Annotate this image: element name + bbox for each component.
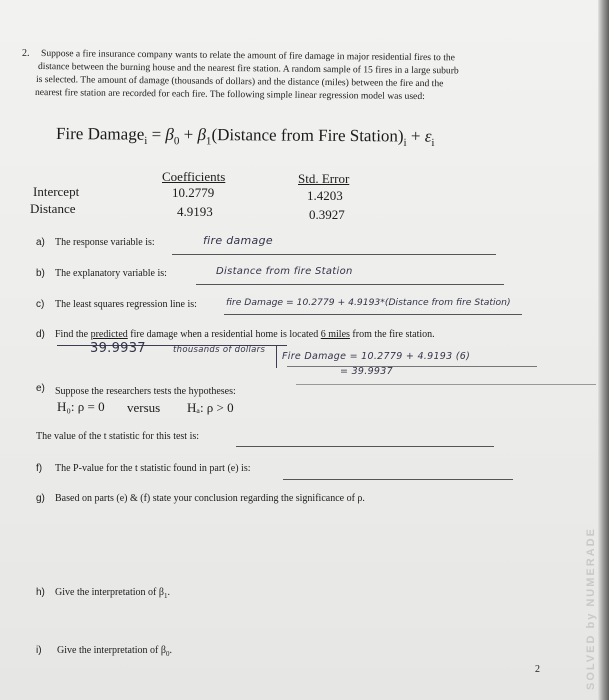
model-eps-sub-i: i xyxy=(431,137,435,150)
model-sub0: 0 xyxy=(173,135,180,148)
part-a-answer-line xyxy=(172,254,496,255)
problem-line-3: is selected. The amount of damage (thousands of dollars) and the distance (miles) between the fire and the xyxy=(35,74,444,90)
part-i-tail: . xyxy=(169,645,172,656)
problem-line-1: Suppose a fire insurance company wants to relate the amount of fire damage in major residential fires to the xyxy=(40,48,456,64)
part-a-letter: a) xyxy=(36,237,45,248)
t-stat-answer-line xyxy=(236,446,494,447)
part-g-letter: g) xyxy=(36,493,45,504)
model-sub-i: i xyxy=(144,135,148,148)
part-i-question xyxy=(57,645,172,658)
model-beta0: β xyxy=(165,124,174,144)
part-d-work-line-2: = 39.9937 xyxy=(340,366,393,377)
part-i-sub: 0 xyxy=(165,650,170,658)
model-beta1: β xyxy=(197,124,207,145)
part-d-text-miles: 6 miles xyxy=(320,329,350,340)
regression-model-equation: Fire Damage$_i$ = $\beta_0$ + $\beta_1(Distance$ from Fire $Station)_i + \varepsilon_i$ xyxy=(55,124,435,150)
part-c-answer: fire Damage = 10.2779 + 4.9193*(Distance from fire Station) xyxy=(226,297,511,308)
model-lhs: Fire Damage xyxy=(55,124,145,144)
model-sub1: 1 xyxy=(205,135,212,148)
part-h-question xyxy=(55,587,170,600)
problem-number: 2. xyxy=(22,48,30,59)
part-d-work-divider xyxy=(276,346,277,368)
part-i-letter: i) xyxy=(36,645,42,656)
page-edge-shadow xyxy=(598,0,609,700)
distance-std-error: 0.3927 xyxy=(309,207,345,222)
model-epsilon: ε xyxy=(424,126,432,146)
t-stat-question: The value of the t statistic for this test is: xyxy=(36,431,200,442)
part-d-text-3: fire damage when a residential home is located xyxy=(127,329,321,340)
watermark: SOLVED by NUMERADE xyxy=(585,527,597,690)
versus-label: versus xyxy=(127,400,161,415)
part-h-text: Give the interpretation of β xyxy=(55,587,164,598)
part-c-answer-line xyxy=(224,314,522,315)
part-e-question: Suppose the researchers tests the hypotheses: xyxy=(55,386,236,397)
part-f-question: The P-value for the t statistic found in part (e) is: xyxy=(55,463,251,474)
part-g-question: Based on parts (e) & (f) state your conclusion regarding the significance of ρ. xyxy=(55,493,365,504)
row-label-distance: Distance xyxy=(30,201,76,216)
part-d-answer-value: 39.9937 xyxy=(90,341,146,356)
part-c-question: The least squares regression line is: xyxy=(55,299,197,310)
part-d-text-5: from the fire station. xyxy=(349,329,435,340)
part-d-letter: d) xyxy=(36,329,45,340)
row-label-intercept: Intercept xyxy=(33,184,80,199)
part-b-answer: Distance from fire Station xyxy=(216,266,353,277)
part-d-text-1: Find the xyxy=(55,329,89,340)
part-d-answer-line xyxy=(287,366,537,367)
part-f-letter: f) xyxy=(36,463,43,474)
page-number: 2 xyxy=(535,664,540,675)
part-a-answer: fire damage xyxy=(203,234,273,247)
problem-line-4: nearest fire station are recorded for each fire. The following simple linear regression model was used: xyxy=(34,87,425,103)
intercept-coefficient: 10.2779 xyxy=(172,185,215,200)
alternative-hypothesis: Hₐ: ρ > 0 xyxy=(187,400,234,415)
part-h-letter: h) xyxy=(36,587,45,598)
part-a-question: The response variable is: xyxy=(55,237,155,248)
part-c-letter: c) xyxy=(36,299,45,310)
table-header-std-error: Std. Error xyxy=(298,171,350,186)
part-i-text: Give the interpretation of β xyxy=(57,645,166,656)
part-d-answer-units: thousands of dollars xyxy=(173,345,266,355)
part-d-work-line-1: Fire Damage = 10.2779 + 4.9193 (6) xyxy=(282,351,471,362)
table-header-coefficients: Coefficients xyxy=(162,169,226,184)
intercept-std-error: 1.4203 xyxy=(307,188,343,203)
part-b-letter: b) xyxy=(36,268,45,279)
distance-coefficient: 4.9193 xyxy=(177,204,213,219)
null-hypothesis: H₀: ρ = 0 xyxy=(57,399,105,414)
part-h-tail: . xyxy=(167,587,170,598)
model-term: (Distance from Fire Station) xyxy=(211,125,404,146)
part-b-answer-line xyxy=(196,284,504,285)
part-h-sub: 1 xyxy=(163,592,168,600)
part-d-text-predicted: predicted xyxy=(90,329,128,340)
part-d-question xyxy=(55,329,435,340)
part-e-faint-line xyxy=(296,384,596,385)
part-e-letter: e) xyxy=(36,383,45,394)
part-b-question: The explanatory variable is: xyxy=(55,268,167,279)
problem-line-2: distance between the burning house and the nearest fire station. A random sample of 15 fires in a large suburb xyxy=(37,61,459,77)
model-term-sub-i: i xyxy=(403,136,407,149)
part-f-answer-line xyxy=(283,479,513,480)
